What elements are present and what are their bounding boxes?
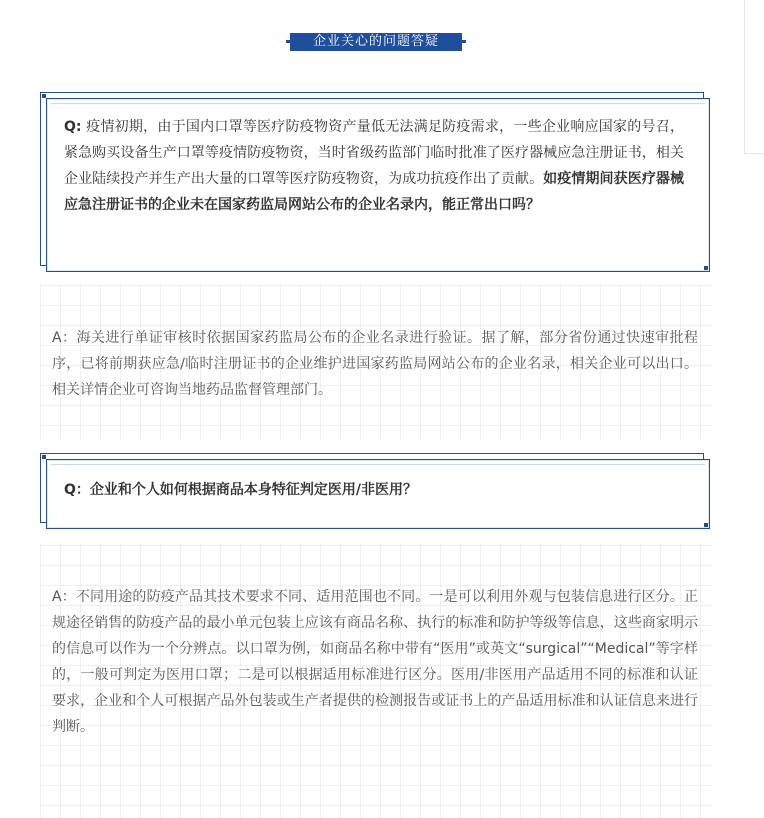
- question-card-1: [40, 92, 710, 272]
- side-divider: [744, 0, 764, 154]
- question-prefix: Q:: [64, 119, 82, 135]
- question-emphasis: 如疫情期间获医疗器械应急注册证书的企业未在国家药监局网站公布的企业名录内，能正常出口吗？: [64, 171, 685, 213]
- question-intro: 疫情初期，由于国内口罩等医疗防疫物资产量低无法满足防疫需求，一些企业响应国家的号召，紧急购买设备生产口罩等疫情防疫物资，当时省级药监部门临时批准了医疗器械应急注册证书，相关企业陆续投产并生产出大量的口罩等医疗防疫物资，为成功抗疫作出了贡献。: [64, 119, 685, 187]
- answer-2-text: A：不同用途的防疫产品其技术要求不同、适用范围也不同。一是可以利用外观与包装信息进行区分。正规途径销售的防疫产品的最小单元包装上应该有商品名称、执行的标准和防护等级等信息，这些商家明示的信息可以作为一个分辨点。以口罩为例，如商品名称中带有“医用”或英文“surgical”“Medical”等字样的，一般可判定为医用口罩；二是可以根据适用标准进行区分。医用/非医用产品适用不同的标准和认证要求，企业和个人可根据产品外包装或生产者提供的检测报告或证书上的产品适用标准和认证信息来进行判断。: [52, 589, 698, 735]
- question-1-text: [64, 114, 684, 218]
- answer-block-1: [40, 285, 712, 440]
- corner-mark: [704, 266, 708, 270]
- section-header-banner: [286, 33, 466, 51]
- answer-1-text: A：海关进行单证审核时依据国家药监局公布的企业名录进行验证。据了解，部分省份通过快速审批程序，已将前期获应急/临时注册证书的企业维护进国家药监局网站公布的企业名录，相关企业可以出口。相关详情企业可咨询当地药品监督管理部门。: [52, 330, 698, 398]
- question-card-2: [40, 453, 710, 529]
- answer-block-2: [40, 545, 712, 818]
- corner-mark: [42, 455, 46, 459]
- section-title: 企业关心的问题答疑: [290, 33, 462, 51]
- question-2-text: Q：企业和个人如何根据商品本身特征判定医用/非医用？: [64, 482, 418, 498]
- corner-mark: [704, 523, 708, 527]
- corner-mark: [42, 94, 46, 98]
